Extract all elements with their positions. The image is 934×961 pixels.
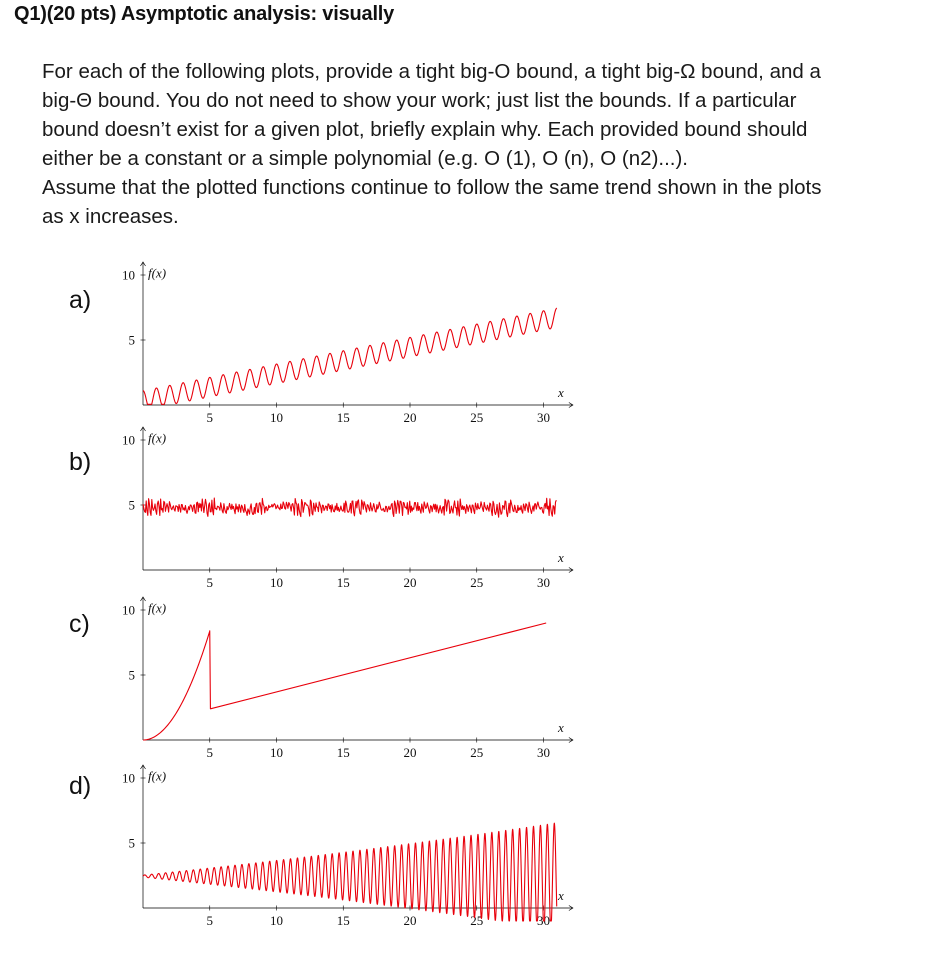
y-tick-label: 5 — [128, 332, 135, 348]
y-tick-label: 5 — [128, 835, 135, 851]
prompt-line: either be a constant or a simple polynomial (e.g. O (1), O (n), O (n2)...). — [42, 147, 689, 170]
plot-a-label: a) — [69, 286, 92, 314]
plot-d-label: d) — [69, 772, 92, 800]
x-tick-label: 30 — [537, 575, 550, 590]
x-tick-label: 20 — [403, 745, 417, 760]
y-tick-label: 5 — [128, 497, 135, 513]
x-axis-label: x — [557, 550, 564, 565]
prompt-line: Assume that the plotted functions continue to follow the same trend shown in the plots — [42, 176, 822, 199]
x-tick-label: 5 — [206, 575, 213, 590]
prompt-line: as x increases. — [42, 205, 179, 228]
x-tick-label: 20 — [403, 575, 417, 590]
x-tick-label: 15 — [336, 745, 350, 760]
x-axis-label: x — [557, 385, 564, 400]
x-tick-label: 10 — [270, 745, 283, 760]
series-line — [143, 308, 557, 404]
x-tick-label: 30 — [537, 913, 550, 928]
y-tick-label: 10 — [122, 602, 135, 618]
x-tick-label: 25 — [470, 575, 484, 590]
y-tick-label: 10 — [122, 770, 135, 786]
series-line — [143, 823, 557, 921]
y-axis-label: f(x) — [148, 430, 167, 446]
x-axis-label: x — [557, 888, 564, 903]
prompt-line: big-Θ bound. You do not need to show your work; just list the bounds. If a particular — [42, 89, 797, 112]
x-tick-label: 10 — [270, 410, 283, 425]
plot-a — [122, 262, 573, 425]
x-tick-label: 15 — [336, 575, 350, 590]
x-tick-label: 15 — [336, 913, 350, 928]
series-line — [143, 498, 556, 517]
x-tick-label: 25 — [470, 745, 484, 760]
x-tick-label: 25 — [470, 410, 484, 425]
series-line — [143, 623, 546, 740]
x-tick-label: 20 — [403, 410, 417, 425]
x-tick-label: 5 — [206, 410, 213, 425]
y-tick-label: 5 — [128, 667, 135, 683]
y-axis-label: f(x) — [148, 600, 167, 616]
plot-c-label: c) — [69, 610, 90, 638]
x-tick-label: 25 — [470, 913, 484, 928]
y-tick-label: 10 — [122, 267, 135, 283]
x-tick-label: 30 — [537, 745, 550, 760]
question-title: Q1)(20 pts) Asymptotic analysis: visually — [14, 3, 395, 25]
x-tick-label: 30 — [537, 410, 550, 425]
x-tick-label: 5 — [206, 913, 213, 928]
x-tick-label: 20 — [403, 913, 417, 928]
plot-c — [122, 597, 573, 760]
x-axis-label: x — [557, 720, 564, 735]
prompt-line: bound doesn’t exist for a given plot, briefly explain why. Each provided bound should — [42, 118, 808, 141]
x-tick-label: 5 — [206, 745, 213, 760]
x-tick-label: 10 — [270, 913, 283, 928]
y-axis-label: f(x) — [148, 768, 167, 784]
x-tick-label: 10 — [270, 575, 283, 590]
y-axis-label: f(x) — [148, 265, 167, 281]
y-tick-label: 10 — [122, 432, 135, 448]
prompt-line: For each of the following plots, provide a tight big-O bound, a tight big-Ω bound, and a — [42, 60, 821, 83]
plot-d — [122, 765, 573, 928]
plot-b — [122, 427, 573, 590]
x-tick-label: 15 — [336, 410, 350, 425]
plot-b-label: b) — [69, 448, 92, 476]
